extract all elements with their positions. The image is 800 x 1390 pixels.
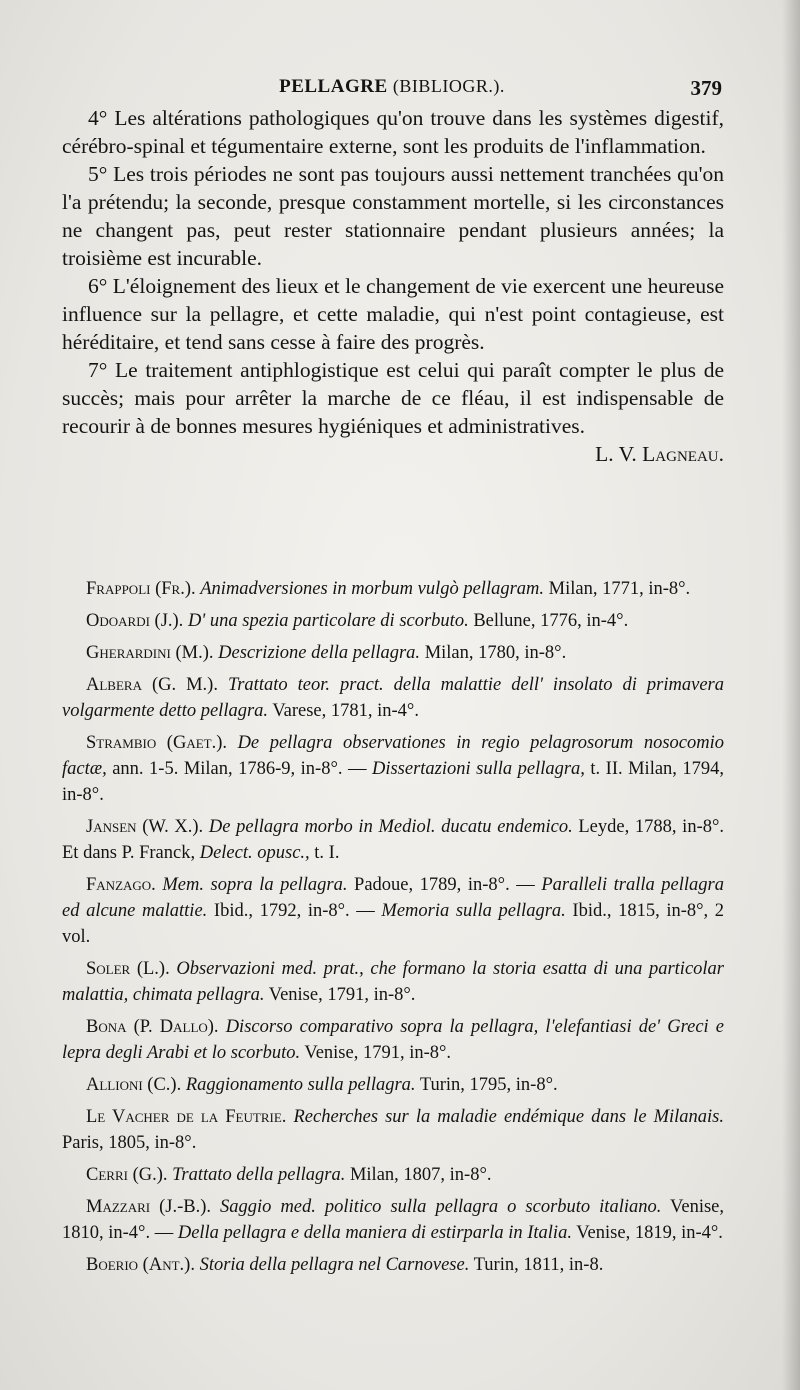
bibliography-entry xyxy=(62,1072,724,1098)
entry-title: De pellagra morbo in Mediol. ducatu endemico. xyxy=(208,817,573,837)
entry-title: Animadversiones in morbum vulgò pellagram. xyxy=(200,579,545,599)
author-signature xyxy=(62,440,724,468)
entry-author: Boerio (Ant.). xyxy=(86,1255,195,1275)
entry-details-2: Venise, 1819, in-4°. xyxy=(576,1223,723,1243)
entry-details: Milan, 1807, in-8°. xyxy=(349,1165,492,1185)
entry-title: De pellagra observationes in regio pelagrosorum nosocomio factæ, xyxy=(62,733,724,779)
entry-author: Bona (P. Dallo). xyxy=(86,1017,219,1037)
entry-title-2: Delect. opusc., xyxy=(199,843,310,863)
bibliography-entry xyxy=(62,1194,724,1246)
entry-title-3: Memoria sulla pellagra. xyxy=(381,901,566,921)
running-title xyxy=(62,76,722,98)
entry-details: ann. 1-5. Milan, 1786-9, in-8°. — xyxy=(112,759,367,779)
entry-details: Milan, 1771, in-8°. xyxy=(548,579,691,599)
entry-title: Mem. sopra la pellagra. xyxy=(162,875,348,895)
entry-title: D' una spezia particolare di scorbuto. xyxy=(187,611,469,631)
bibliography-entry xyxy=(62,1162,724,1188)
entry-author: Frappoli (Fr.). xyxy=(86,579,196,599)
paragraph-7: 7° Le traitement antiphlogistique est celui qui paraît compter le plus de succès; mais pour arrêter la marche de ce fléau, il est indispensable de recourir à de bonnes mesures hygiéniques et administratives. xyxy=(62,358,724,438)
entry-author: Soler (L.). xyxy=(86,959,170,979)
bibliography-entry xyxy=(62,1014,724,1066)
page-number: 379 xyxy=(690,76,722,100)
entry-details: Venise, 1810, in-4°. — xyxy=(62,1197,724,1243)
entry-author: Jansen (W. X.). xyxy=(86,817,204,837)
bibliography-entry xyxy=(62,1104,724,1156)
running-title-sub: (BIBLIOGR.). xyxy=(392,76,505,96)
entry-details: Varese, 1781, in-4°. xyxy=(272,701,419,721)
page-header xyxy=(62,76,722,106)
bibliography-entry xyxy=(62,640,724,666)
bibliography-entry xyxy=(62,1252,724,1278)
entry-details: Paris, 1805, in-8°. xyxy=(62,1133,197,1153)
entry-title: Trattato teor. pract. della malattie dell' insolato di primavera volgarmente detto pellagra. xyxy=(62,675,724,721)
entry-author: Fanzago. xyxy=(86,875,156,895)
entry-details-3: Ibid., 1815, in-8°, 2 vol. xyxy=(62,901,725,947)
bibliography-entry xyxy=(62,672,724,724)
entry-author: Mazzari (J.-B.). xyxy=(86,1197,212,1217)
entry-title-2: Della pellagra e della maniera di estirparla in Italia. xyxy=(177,1223,572,1243)
entry-title: Raggionamento sulla pellagra. xyxy=(185,1075,416,1095)
entry-author: Odoardi (J.). xyxy=(86,611,184,631)
bibliography-entry xyxy=(62,872,724,950)
paragraph-6: 6° L'éloignement des lieux et le changement de vie exercent une heureuse influence sur la pellagre, et cette maladie, qui n'est point contagieuse, est héréditaire, et tend sans cesse à faire des progrès. xyxy=(62,274,724,354)
entry-details: Leyde, 1788, in-8°. Et dans P. Franck, xyxy=(62,817,725,863)
body-text xyxy=(62,104,724,468)
entry-author: Gherardini (M.). xyxy=(86,643,214,663)
bibliography-entry xyxy=(62,576,724,602)
entry-details-2: t. I. xyxy=(314,843,340,863)
signature-name: L. V. Lagneau. xyxy=(595,442,724,466)
entry-title: Observazioni med. prat., che formano la storia esatta di una particolar malattia, chimata pellagra. xyxy=(62,959,724,1005)
paragraph-4: 4° Les altérations pathologiques qu'on trouve dans les systèmes digestif, cérébro-spinal et tégumentaire externe, sont les produits de l'inflammation. xyxy=(62,106,724,158)
bibliography-entry xyxy=(62,814,724,866)
entry-title: Discorso comparativo sopra la pellagra, l'elefantiasi de' Greci e lepra degli Arabi et lo scorbuto. xyxy=(62,1017,724,1063)
entry-details: Venise, 1791, in-8°. xyxy=(304,1043,452,1063)
entry-title: Saggio med. politico sulla pellagra o scorbuto italiano. xyxy=(220,1197,662,1217)
bibliography-list xyxy=(62,576,724,1284)
bibliography-entry xyxy=(62,608,724,634)
entry-author: Allioni (C.). xyxy=(86,1075,182,1095)
entry-title-2: Dissertazioni sulla pellagra, xyxy=(371,759,585,779)
entry-title: Descrizione della pellagra. xyxy=(218,643,421,663)
entry-title: Storia della pellagra nel Carnovese. xyxy=(199,1255,470,1275)
entry-details-2: t. II. Milan, 1794, in-8°. xyxy=(62,759,725,805)
entry-title-2: Paralleli tralla pellagra ed alcune malattie. xyxy=(62,875,725,921)
entry-details-2: Ibid., 1792, in-8°. — xyxy=(213,901,375,921)
running-title-main: PELLAGRE xyxy=(279,76,388,97)
entry-title: Trattato della pellagra. xyxy=(172,1165,346,1185)
entry-details: Bellune, 1776, in-4°. xyxy=(473,611,629,631)
entry-author: Albera (G. M.). xyxy=(86,675,218,695)
entry-details: Venise, 1791, in-8°. xyxy=(268,985,416,1005)
entry-author: Le Vacher de la Feutrie. xyxy=(86,1107,287,1127)
entry-title: Recherches sur la maladie endémique dans le Milanais. xyxy=(293,1107,724,1127)
bibliography-entry xyxy=(62,956,724,1008)
entry-details: Turin, 1795, in-8°. xyxy=(419,1075,558,1095)
page-gutter-shadow xyxy=(782,0,800,1390)
entry-author: Cerri (G.). xyxy=(86,1165,168,1185)
entry-details: Padoue, 1789, in-8°. — xyxy=(354,875,535,895)
paragraph-5: 5° Les trois périodes ne sont pas toujours aussi nettement tranchées qu'on l'a prétendu; la seconde, presque constamment mortelle, si les circonstances ne changent pas, peut rester stationnaire pendant plusieurs années; la troisième est incurable. xyxy=(62,162,724,270)
entry-details: Turin, 1811, in-8. xyxy=(473,1255,604,1275)
entry-details: Milan, 1780, in-8°. xyxy=(424,643,567,663)
bibliography-entry xyxy=(62,730,724,808)
entry-author: Strambio (Gaet.). xyxy=(86,733,227,753)
